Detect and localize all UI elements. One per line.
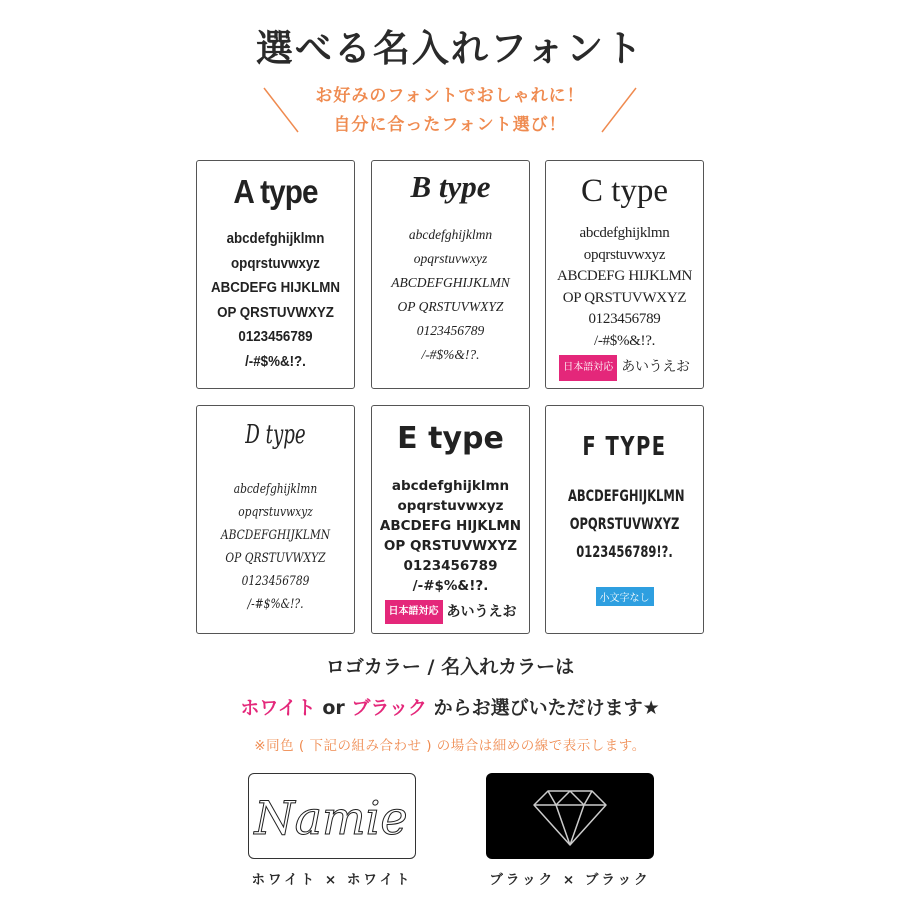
font-card-d[interactable] <box>196 405 355 634</box>
font-sample-row: opqrstuvwxyz <box>413 251 488 266</box>
font-sample-row: abcdefghijklmn <box>408 227 493 242</box>
japanese-support-badge: 日本語対応 <box>559 355 617 381</box>
font-sample-rows <box>203 227 347 374</box>
font-sample-row: ABCDEFG HIJKLMN <box>211 280 340 296</box>
no-lowercase-badge: 小文字なし <box>596 587 654 606</box>
font-card-title: F TYPE <box>582 432 667 462</box>
color-options-line <box>0 693 900 720</box>
font-sample-row: /-#$%&!?. <box>421 347 480 362</box>
page-title: 選べる名入れフォント <box>255 27 645 70</box>
font-card-e[interactable] <box>371 405 530 634</box>
font-sample-rows <box>372 476 529 624</box>
font-sample-row: 0123456789 <box>588 311 661 327</box>
font-sample-row: 0123456789 <box>241 574 310 589</box>
lowercase-note-row <box>546 586 703 606</box>
color-options-rest: からお選びいただけます★ <box>427 697 660 719</box>
color-heading: ロゴカラー / 名入れカラーは <box>325 656 575 678</box>
japanese-support-row <box>372 600 529 624</box>
font-sample-row: OP QRSTUVWXYZ <box>562 289 687 306</box>
font-card-title: B type <box>410 169 491 204</box>
font-card-title: A type <box>233 173 318 210</box>
font-sample-row: OPQRSTUVWXYZ <box>569 514 680 533</box>
japanese-support-row <box>546 355 703 381</box>
font-sample-rows <box>211 478 340 616</box>
japanese-support-badge: 日本語対応 <box>385 600 443 624</box>
japanese-sample-text: あいうえお <box>621 360 690 375</box>
font-sample-row: abcdefghijklmn <box>579 225 670 241</box>
subtitle <box>0 82 900 140</box>
font-sample-row: opqrstuvwxyz <box>583 246 666 263</box>
font-sample-row: OP QRSTUVWXYZ <box>225 551 326 566</box>
font-sample-row: ABCDEFG HIJKLMN <box>556 268 693 284</box>
font-sample-row: abcdefghijklmn <box>391 478 510 494</box>
font-card-c[interactable] <box>545 160 704 389</box>
name-script-text: Namie <box>254 791 408 845</box>
black-sample-plate <box>486 773 654 859</box>
font-sample-row: ABCDEFGHIJKLMN <box>220 528 331 543</box>
font-sample-row: ABCDEFGHIJKLMN <box>391 275 510 290</box>
font-card-title: E type <box>397 421 504 456</box>
font-sample-row: /-#$%&!?. <box>412 578 489 594</box>
font-sample-row: 0123456789 <box>238 329 313 345</box>
japanese-sample-text: あいうえお <box>446 604 517 620</box>
font-card-title: C type <box>580 173 669 209</box>
color-or-label: or <box>315 697 352 719</box>
black-plate-label: ブラック × ブラック <box>489 872 651 888</box>
font-sample-row: OP QRSTUVWXYZ <box>383 538 518 554</box>
white-plate-label: ホワイト × ホワイト <box>251 872 413 888</box>
name-script-sample <box>249 774 414 857</box>
font-sample-row: /-#$%&!?. <box>247 597 304 612</box>
subtitle-line-2: 自分に合ったフォント選び！ <box>333 115 567 135</box>
font-sample-row: OP QRSTUVWXYZ <box>397 299 504 314</box>
font-sample-row: 0123456789 <box>416 323 485 338</box>
subtitle-line-1: お好みのフォントでおしゃれに！ <box>315 86 585 106</box>
color-white-label: ホワイト <box>240 697 316 719</box>
font-sample-rows <box>546 223 703 381</box>
font-sample-row: 0123456789 <box>403 558 498 574</box>
same-color-note: ※同色 ( 下記の組み合わせ ) の場合は細めの線で表示します。 <box>254 738 646 754</box>
font-sample-row: abcdefghijklmn <box>233 482 318 497</box>
font-sample-row: OP QRSTUVWXYZ <box>217 304 334 321</box>
font-sample-row: ABCDEFGHIJKLMN <box>567 486 685 505</box>
font-card-a[interactable] <box>196 160 355 389</box>
font-sample-rows <box>567 482 685 566</box>
font-card-b[interactable] <box>371 160 530 389</box>
white-sample-plate <box>248 773 416 859</box>
font-sample-row: /-#$%&!?. <box>593 332 656 349</box>
font-card-f[interactable] <box>545 405 704 634</box>
font-card-title: D type <box>245 420 306 450</box>
font-sample-row: opqrstuvwxyz <box>231 255 320 272</box>
font-sample-row: opqrstuvwxyz <box>238 505 313 520</box>
font-sample-row: opqrstuvwxyz <box>397 498 504 514</box>
font-sample-row: abcdefghijklmn <box>226 231 325 247</box>
font-sample-row: /-#$%&!?. <box>245 353 306 370</box>
font-sample-row: ABCDEFG HIJKLMN <box>379 518 522 534</box>
font-sample-rows <box>372 223 529 367</box>
color-black-label: ブラック <box>351 697 428 719</box>
diamond-icon <box>486 773 654 859</box>
font-sample-row: 0123456789!?. <box>576 542 673 561</box>
